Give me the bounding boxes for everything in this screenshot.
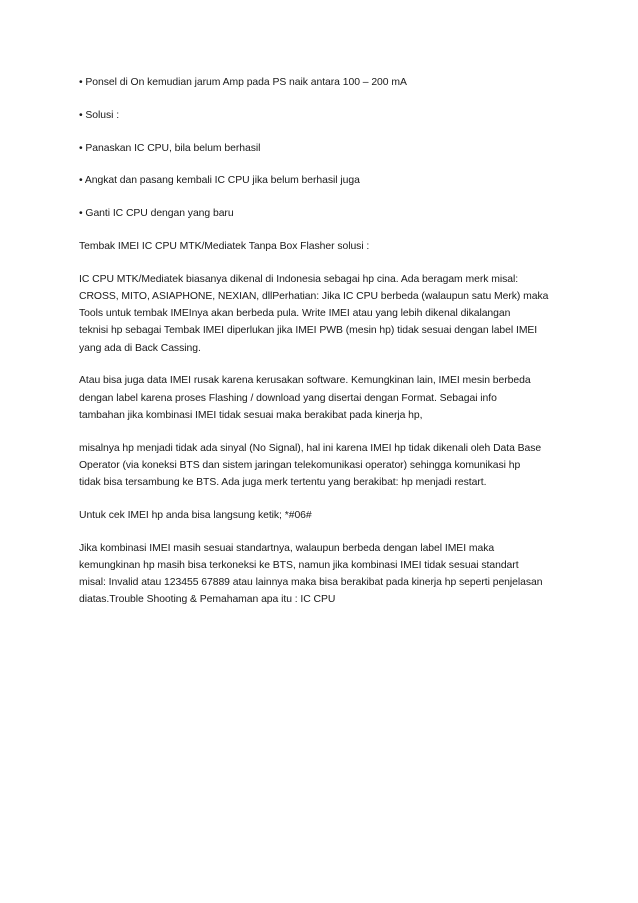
text-line: IC CPU MTK/Mediatek biasanya dikenal di Indonesia sebagai hp cina. Ada beragam merk misal: <box>79 273 519 285</box>
text-line: misalnya hp menjadi tidak ada sinyal (No Signal), hal ini karena IMEI hp tidak dikenali oleh Data Base <box>79 442 542 454</box>
paragraph-software-damage <box>79 372 569 424</box>
text-line: Operator (via koneksi BTS dan sistem jaringan telekomunikasi operator) sehingga komunikasi hp <box>79 459 521 471</box>
paragraph-imei-combination <box>79 540 569 609</box>
text-line: yang ada di Back Cassing. <box>79 342 201 354</box>
text-line: kemungkinan hp masih bisa terkoneksi ke BTS, namun jika kombinasi IMEI tidak sesuai standart <box>79 559 519 571</box>
text-line: tambahan jika kombinasi IMEI tidak sesuai maka berakibat pada kinerja hp, <box>79 409 423 421</box>
text-line: Jika kombinasi IMEI masih sesuai standartnya, walaupun berbeda dengan label IMEI maka <box>79 542 495 554</box>
bullet-replace-cpu: • Ganti IC CPU dengan yang baru <box>79 208 234 220</box>
text-line: diatas.Trouble Shooting & Pemahaman apa itu : IC CPU <box>79 594 336 606</box>
text-line: teknisi hp sebagai Tembak IMEI diperlukan jika IMEI PWB (mesin hp) tidak sesuai dengan label IMEI <box>79 325 538 337</box>
paragraph-intro <box>79 271 569 357</box>
text-line: CROSS, MITO, ASIAPHONE, NEXIAN, dllPerhatian: Jika IC CPU berbeda (walaupun satu Merk) maka <box>79 290 549 302</box>
text-line: Tools untuk tembak IMEInya akan berbeda pula. Write IMEI atau yang lebih dikenal dikalangan <box>79 308 511 320</box>
bullet-heat-cpu: • Panaskan IC CPU, bila belum berhasil <box>79 142 261 154</box>
bullet-amp-reading: • Ponsel di On kemudian jarum Amp pada PS naik antara 100 – 200 mA <box>79 77 407 88</box>
paragraph-check-imei: Untuk cek IMEI hp anda bisa langsung ketik; *#06# <box>79 509 312 521</box>
document-body <box>79 74 569 624</box>
text-line: dengan label karena proses Flashing / download yang disertai dengan Format. Sebagai info <box>79 392 497 404</box>
bullet-reseat-cpu: • Angkat dan pasang kembali IC CPU jika belum berhasil juga <box>79 175 360 187</box>
text-line: Atau bisa juga data IMEI rusak karena kerusakan software. Kemungkinan lain, IMEI mesin berbeda <box>79 375 531 387</box>
text-line: tidak bisa tersambung ke BTS. Ada juga merk tertentu yang berakibat: hp menjadi restart. <box>79 477 487 488</box>
bullet-solusi: • Solusi : <box>79 109 120 121</box>
paragraph-no-signal <box>79 440 569 492</box>
section-heading: Tembak IMEI IC CPU MTK/Mediatek Tanpa Box Flasher solusi : <box>79 240 370 252</box>
text-line: misal: Invalid atau 123455 67889 atau lainnya maka bisa berakibat pada kinerja hp seperti penjelasan <box>79 577 543 588</box>
